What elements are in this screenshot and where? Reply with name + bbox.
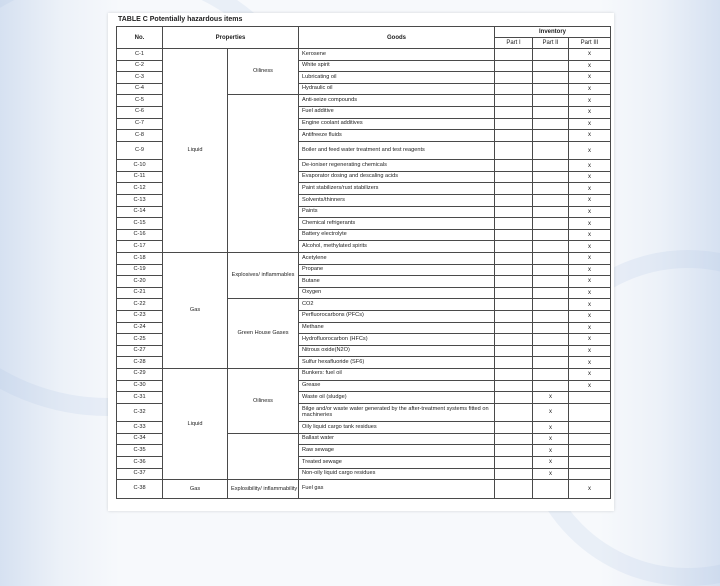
row-number: C-36 — [117, 457, 163, 469]
part2-mark — [533, 229, 569, 241]
row-number: C-29 — [117, 368, 163, 380]
goods-cell: CO2 — [299, 299, 495, 311]
goods-cell: Hydraulic oil — [299, 83, 495, 95]
part2-mark: x — [533, 403, 569, 422]
part2-mark — [533, 345, 569, 357]
header-no: No. — [117, 27, 163, 49]
table-row — [117, 368, 611, 380]
goods-cell: Kerosene — [299, 49, 495, 61]
group-gas-2: Gas — [163, 480, 228, 499]
part2-mark — [533, 72, 569, 84]
part1-mark — [495, 480, 533, 499]
part1-mark — [495, 141, 533, 160]
goods-cell: Solvents/thinners — [299, 195, 495, 207]
part2-mark — [533, 206, 569, 218]
goods-cell: Waste oil (sludge) — [299, 392, 495, 404]
goods-cell: Bunkers: fuel oil — [299, 368, 495, 380]
table-row — [117, 253, 611, 265]
group-oiliness: Oiliness — [228, 49, 299, 95]
part2-mark — [533, 368, 569, 380]
table-row — [117, 480, 611, 499]
goods-cell: Grease — [299, 380, 495, 392]
part1-mark — [495, 299, 533, 311]
goods-cell: White spirit — [299, 60, 495, 72]
header-goods: Goods — [299, 27, 495, 49]
table-row — [117, 49, 611, 61]
part1-mark — [495, 183, 533, 195]
part3-mark: x — [569, 206, 611, 218]
part3-mark — [569, 457, 611, 469]
part3-mark: x — [569, 345, 611, 357]
part3-mark: x — [569, 241, 611, 253]
part3-mark — [569, 403, 611, 422]
goods-cell: De-ioniser regenerating chemicals — [299, 160, 495, 172]
row-number: C-18 — [117, 253, 163, 265]
header-properties: Properties — [163, 27, 299, 49]
part1-mark — [495, 130, 533, 142]
row-number: C-33 — [117, 422, 163, 434]
part3-mark: x — [569, 49, 611, 61]
row-number: C-8 — [117, 130, 163, 142]
goods-cell: Chemical refrigerants — [299, 218, 495, 230]
row-number: C-34 — [117, 433, 163, 445]
goods-cell: Methane — [299, 322, 495, 334]
part1-mark — [495, 83, 533, 95]
goods-cell: Lubricating oil — [299, 72, 495, 84]
row-number: C-14 — [117, 206, 163, 218]
row-number: C-25 — [117, 334, 163, 346]
part3-mark: x — [569, 218, 611, 230]
part1-mark — [495, 380, 533, 392]
row-number: C-2 — [117, 60, 163, 72]
goods-cell: Treated sewage — [299, 457, 495, 469]
goods-cell: Bilge and/or waste water generated by the after-treatment systems fitted on machineries — [299, 403, 495, 422]
part2-mark — [533, 130, 569, 142]
part2-mark: x — [533, 468, 569, 480]
part1-mark — [495, 357, 533, 369]
part3-mark: x — [569, 130, 611, 142]
row-number: C-6 — [117, 106, 163, 118]
row-number: C-10 — [117, 160, 163, 172]
goods-cell: Evaporator dosing and descaling acids — [299, 171, 495, 183]
part3-mark: x — [569, 171, 611, 183]
part1-mark — [495, 118, 533, 130]
part1-mark — [495, 72, 533, 84]
part2-mark: x — [533, 457, 569, 469]
table-caption: TABLE C Potentially hazardous items — [118, 16, 243, 23]
goods-cell: Boiler and feed water treatment and test reagents — [299, 141, 495, 160]
row-number: C-27 — [117, 345, 163, 357]
goods-cell: Hydrofluorocarbon (HFCs) — [299, 334, 495, 346]
group-blank — [228, 95, 299, 253]
part3-mark: x — [569, 229, 611, 241]
row-number: C-17 — [117, 241, 163, 253]
row-number: C-3 — [117, 72, 163, 84]
part3-mark: x — [569, 95, 611, 107]
part1-mark — [495, 95, 533, 107]
part2-mark — [533, 380, 569, 392]
part2-mark — [533, 299, 569, 311]
part1-mark — [495, 206, 533, 218]
header-inventory: Inventory — [495, 27, 611, 38]
part2-mark — [533, 218, 569, 230]
row-number: C-5 — [117, 95, 163, 107]
part3-mark: x — [569, 264, 611, 276]
part1-mark — [495, 422, 533, 434]
part1-mark — [495, 345, 533, 357]
goods-cell: Fuel gas — [299, 480, 495, 499]
part1-mark — [495, 229, 533, 241]
goods-cell: Acetylene — [299, 253, 495, 265]
goods-cell: Raw sewage — [299, 445, 495, 457]
row-number: C-30 — [117, 380, 163, 392]
part1-mark — [495, 253, 533, 265]
part2-mark — [533, 310, 569, 322]
group-gas: Gas — [163, 253, 228, 369]
part2-mark — [533, 253, 569, 265]
part3-mark: x — [569, 299, 611, 311]
part2-mark — [533, 195, 569, 207]
group-blank-2 — [228, 433, 299, 479]
part2-mark: x — [533, 445, 569, 457]
part2-mark — [533, 83, 569, 95]
part3-mark — [569, 392, 611, 404]
part2-mark — [533, 60, 569, 72]
part3-mark — [569, 468, 611, 480]
part3-mark: x — [569, 310, 611, 322]
part1-mark — [495, 218, 533, 230]
part3-mark: x — [569, 334, 611, 346]
document-page — [108, 13, 614, 511]
goods-cell: Paints — [299, 206, 495, 218]
group-oiliness-2: Oiliness — [228, 368, 299, 433]
part1-mark — [495, 468, 533, 480]
goods-cell: Alcohol, methylated spirits — [299, 241, 495, 253]
part1-mark — [495, 287, 533, 299]
goods-cell: Ballast water — [299, 433, 495, 445]
group-explosives: Explosives/ inflammables — [228, 253, 299, 299]
part2-mark — [533, 264, 569, 276]
part1-mark — [495, 60, 533, 72]
part2-mark: x — [533, 422, 569, 434]
part3-mark: x — [569, 287, 611, 299]
part1-mark — [495, 322, 533, 334]
part1-mark — [495, 310, 533, 322]
row-number: C-11 — [117, 171, 163, 183]
part1-mark — [495, 241, 533, 253]
part2-mark — [533, 322, 569, 334]
part2-mark — [533, 287, 569, 299]
part1-mark — [495, 171, 533, 183]
part3-mark: x — [569, 253, 611, 265]
goods-cell: Nitrous oxide(N2O) — [299, 345, 495, 357]
header-part-2: Part II — [533, 38, 569, 49]
goods-cell: Butane — [299, 276, 495, 288]
part3-mark: x — [569, 480, 611, 499]
part3-mark: x — [569, 380, 611, 392]
goods-cell: Oily liquid cargo tank residues — [299, 422, 495, 434]
part2-mark — [533, 334, 569, 346]
goods-cell: Oxygen — [299, 287, 495, 299]
row-number: C-16 — [117, 229, 163, 241]
group-green-house-gases: Green House Gases — [228, 299, 299, 369]
part3-mark: x — [569, 183, 611, 195]
part1-mark — [495, 334, 533, 346]
row-number: C-12 — [117, 183, 163, 195]
part3-mark — [569, 422, 611, 434]
row-number: C-22 — [117, 299, 163, 311]
row-number: C-4 — [117, 83, 163, 95]
part1-mark — [495, 457, 533, 469]
part3-mark: x — [569, 83, 611, 95]
part2-mark — [533, 480, 569, 499]
part3-mark: x — [569, 368, 611, 380]
part3-mark: x — [569, 141, 611, 160]
part2-mark — [533, 241, 569, 253]
part2-mark — [533, 357, 569, 369]
row-number: C-24 — [117, 322, 163, 334]
part3-mark: x — [569, 322, 611, 334]
row-number: C-19 — [117, 264, 163, 276]
goods-cell: Perfluorocarbons (PFCs) — [299, 310, 495, 322]
row-number: C-13 — [117, 195, 163, 207]
row-number: C-20 — [117, 276, 163, 288]
part1-mark — [495, 403, 533, 422]
goods-cell: Sulfur hexafluoride (SF6) — [299, 357, 495, 369]
row-number: C-35 — [117, 445, 163, 457]
part3-mark — [569, 445, 611, 457]
part2-mark — [533, 183, 569, 195]
part2-mark: x — [533, 433, 569, 445]
row-number: C-23 — [117, 310, 163, 322]
row-number: C-7 — [117, 118, 163, 130]
group-liquid-2: Liquid — [163, 368, 228, 479]
row-number: C-1 — [117, 49, 163, 61]
part1-mark — [495, 49, 533, 61]
part2-mark — [533, 118, 569, 130]
part1-mark — [495, 195, 533, 207]
part3-mark: x — [569, 357, 611, 369]
part1-mark — [495, 276, 533, 288]
header-part-1: Part I — [495, 38, 533, 49]
part3-mark: x — [569, 160, 611, 172]
part1-mark — [495, 445, 533, 457]
goods-cell: Propane — [299, 264, 495, 276]
goods-cell: Anti-seize compounds — [299, 95, 495, 107]
goods-cell: Fuel additive — [299, 106, 495, 118]
part1-mark — [495, 368, 533, 380]
row-number: C-38 — [117, 480, 163, 499]
part3-mark: x — [569, 276, 611, 288]
row-number: C-32 — [117, 403, 163, 422]
row-number: C-37 — [117, 468, 163, 480]
part3-mark: x — [569, 72, 611, 84]
row-number: C-15 — [117, 218, 163, 230]
part2-mark: x — [533, 392, 569, 404]
goods-cell: Non-oily liquid cargo residues — [299, 468, 495, 480]
group-liquid: Liquid — [163, 49, 228, 253]
hazardous-items-table — [116, 26, 611, 499]
part3-mark: x — [569, 106, 611, 118]
goods-cell: Engine coolant additives — [299, 118, 495, 130]
part2-mark — [533, 171, 569, 183]
part2-mark — [533, 95, 569, 107]
part1-mark — [495, 392, 533, 404]
row-number: C-9 — [117, 141, 163, 160]
part2-mark — [533, 276, 569, 288]
part2-mark — [533, 141, 569, 160]
part3-mark: x — [569, 118, 611, 130]
goods-cell: Antifreeze fluids — [299, 130, 495, 142]
part3-mark: x — [569, 195, 611, 207]
part1-mark — [495, 160, 533, 172]
row-number: C-28 — [117, 357, 163, 369]
part3-mark: x — [569, 60, 611, 72]
part2-mark — [533, 49, 569, 61]
group-explosibility: Explosibility/ inflammability — [228, 480, 299, 499]
part3-mark — [569, 433, 611, 445]
part2-mark — [533, 160, 569, 172]
row-number: C-31 — [117, 392, 163, 404]
header-part-3: Part III — [569, 38, 611, 49]
part1-mark — [495, 264, 533, 276]
part2-mark — [533, 106, 569, 118]
part1-mark — [495, 433, 533, 445]
goods-cell: Paint stabilizers/rust stabilizers — [299, 183, 495, 195]
row-number: C-21 — [117, 287, 163, 299]
goods-cell: Battery electrolyte — [299, 229, 495, 241]
part1-mark — [495, 106, 533, 118]
